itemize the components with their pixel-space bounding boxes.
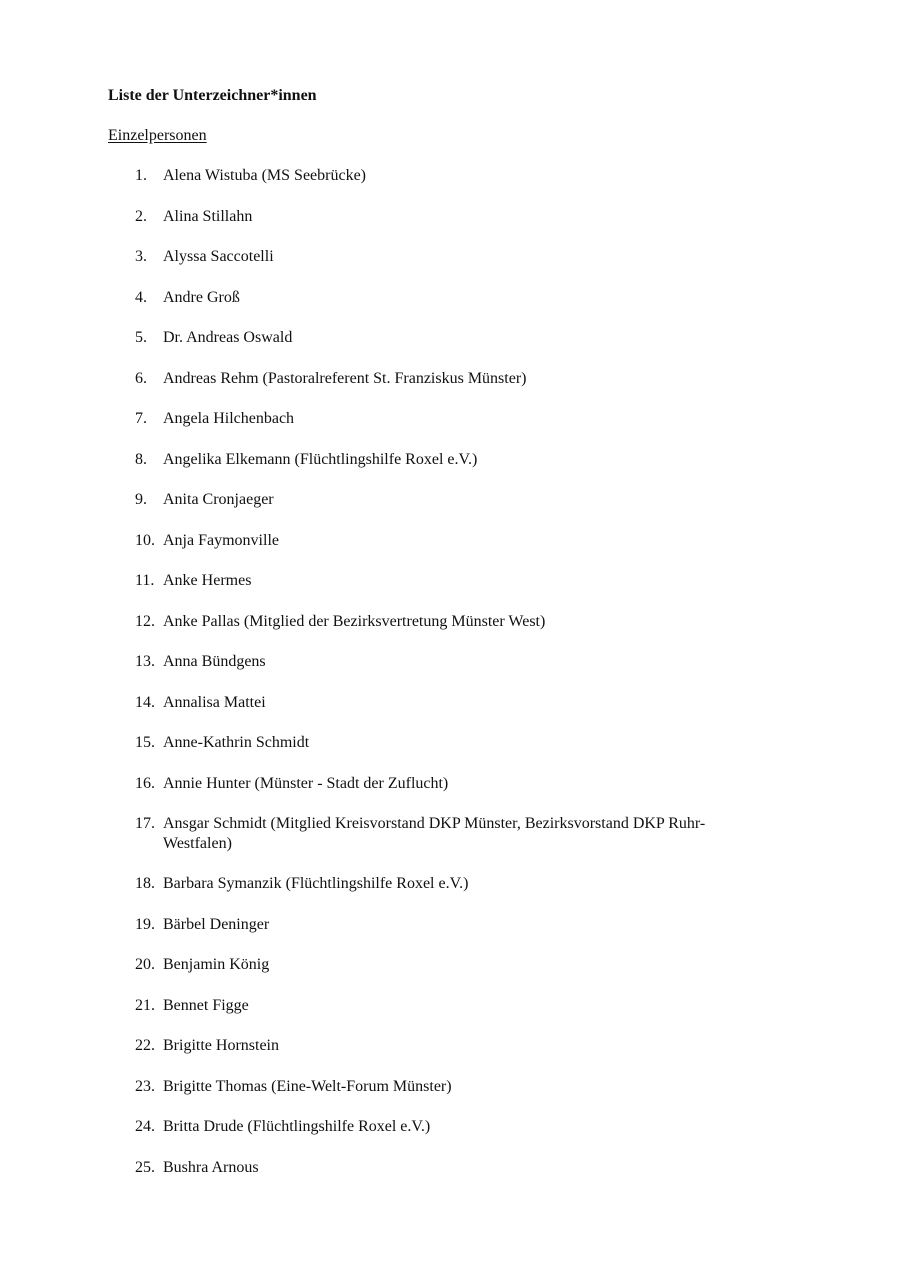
item-number: 22. [135, 1037, 155, 1054]
item-number: 18. [135, 875, 155, 892]
signer-name: Dr. Andreas Oswald [163, 329, 293, 346]
list-item [0, 288, 905, 308]
list-item [0, 409, 905, 429]
signer-name: Bärbel Deninger [163, 915, 270, 933]
item-number: 25. [135, 1158, 155, 1176]
list-item [0, 774, 905, 794]
item-number: 1. [135, 167, 147, 184]
signer-name: Anke Hermes [163, 572, 252, 589]
signer-name: Bushra Arnous [163, 1158, 259, 1176]
item-number: 20. [135, 956, 155, 973]
signer-name: Britta Drude (Flüchtlingshilfe Roxel e.V.) [163, 1118, 431, 1135]
item-number: 17. [135, 815, 155, 832]
item-number: 19. [135, 915, 155, 933]
list-item [0, 450, 905, 470]
list-item [0, 369, 905, 389]
signer-name: Brigitte Hornstein [163, 1037, 279, 1054]
item-number: 5. [135, 329, 147, 346]
list-item [0, 1158, 905, 1178]
section-heading: Einzelpersonen [108, 127, 207, 144]
list-item [0, 652, 905, 672]
item-number: 8. [135, 450, 147, 468]
list-item [0, 814, 905, 854]
list-item [0, 612, 905, 632]
signer-name: Alina Stillahn [163, 207, 253, 225]
signer-name: Bennet Figge [163, 996, 249, 1014]
signer-name: Angela Hilchenbach [163, 410, 295, 427]
list-item [0, 571, 905, 591]
signer-name: Alena Wistuba (MS Seebrücke) [163, 167, 367, 184]
signer-name: Ansgar Schmidt (Mitglied Kreisvorstand DKP Münster, Bezirksvorstand DKP Ruhr-Westfalen) [163, 815, 706, 852]
list-item [0, 247, 905, 267]
list-item [0, 874, 905, 894]
list-item [0, 166, 905, 186]
list-item [0, 1077, 905, 1097]
list-item [0, 955, 905, 975]
list-item [0, 915, 905, 935]
signer-name: Barbara Symanzik (Flüchtlingshilfe Roxel e.V.) [163, 875, 469, 892]
item-number: 16. [135, 774, 155, 792]
item-number: 14. [135, 693, 155, 711]
list-item [0, 1117, 905, 1137]
list-item [0, 996, 905, 1016]
item-number: 4. [135, 288, 147, 306]
signer-name: Annalisa Mattei [163, 693, 266, 711]
list-item [0, 490, 905, 510]
item-number: 2. [135, 207, 147, 225]
signer-name: Anita Cronjaeger [163, 491, 274, 508]
signer-name: Alyssa Saccotelli [163, 248, 274, 265]
item-number: 9. [135, 491, 147, 508]
signer-name: Anne-Kathrin Schmidt [163, 734, 310, 751]
item-number: 3. [135, 248, 147, 265]
item-number: 11. [135, 572, 155, 589]
list-item [0, 1036, 905, 1056]
signer-list [0, 166, 905, 1198]
signer-name: Andreas Rehm (Pastoralreferent St. Franziskus Münster) [163, 369, 527, 387]
item-number: 12. [135, 612, 155, 630]
signer-name: Benjamin König [163, 956, 270, 973]
document-title: Liste der Unterzeichner*innen [108, 87, 317, 104]
item-number: 24. [135, 1118, 155, 1135]
signer-name: Anke Pallas (Mitglied der Bezirksvertretung Münster West) [163, 612, 546, 630]
item-number: 13. [135, 653, 155, 670]
item-number: 21. [135, 996, 155, 1014]
list-item [0, 531, 905, 551]
signer-name: Anna Bündgens [163, 653, 266, 670]
list-item [0, 207, 905, 227]
signer-name: Andre Groß [163, 288, 240, 306]
item-number: 15. [135, 734, 155, 751]
signer-name: Angelika Elkemann (Flüchtlingshilfe Roxel e.V.) [163, 450, 478, 468]
item-number: 23. [135, 1077, 155, 1095]
list-item [0, 693, 905, 713]
item-number: 10. [135, 531, 155, 549]
signer-name: Brigitte Thomas (Eine-Welt-Forum Münster) [163, 1077, 452, 1095]
list-item [0, 328, 905, 348]
list-item [0, 733, 905, 753]
item-number: 7. [135, 410, 147, 427]
signer-name: Annie Hunter (Münster - Stadt der Zuflucht) [163, 774, 449, 792]
item-number: 6. [135, 369, 147, 387]
signer-name: Anja Faymonville [163, 531, 279, 549]
